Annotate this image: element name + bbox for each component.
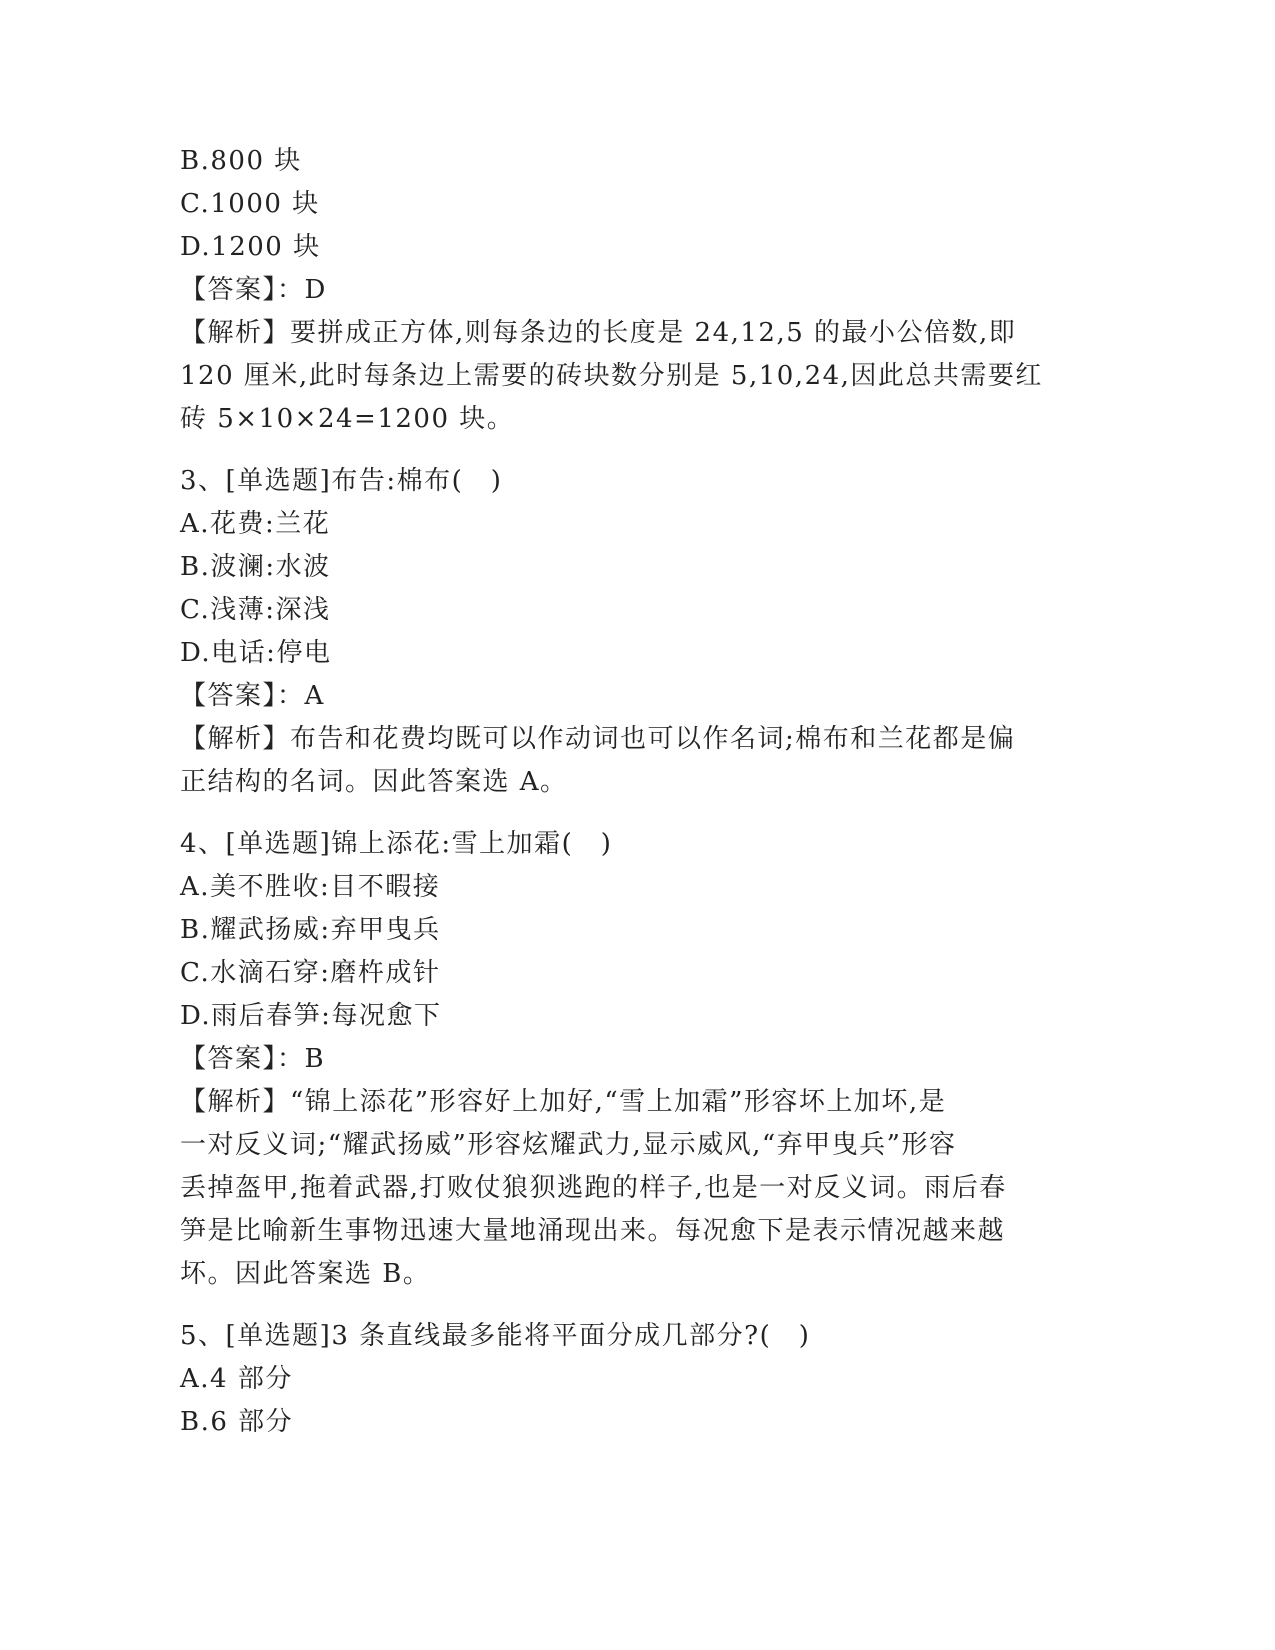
option-c: C.水滴石穿:磨杵成针 [180,958,441,988]
option-b: B.6 部分 [180,1407,294,1437]
analysis-line: 坏。因此答案选 B。 [180,1259,431,1289]
option-d: D.电话:停电 [180,638,332,668]
document-page [180,140,1080,1444]
option-b: B.波澜:水波 [180,552,331,582]
question-2-tail [180,140,1080,441]
answer: 【答案】：D [180,275,327,305]
option-c: C.浅薄:深浅 [180,595,331,625]
question-stem: 3、[单选题]布告:棉布( ) [180,466,503,496]
analysis-line: 丢掉盔甲,拖着武器,打败仗狼狈逃跑的样子,也是一对反义词。雨后春 [180,1173,1007,1203]
analysis-line: 【解析】要拼成正方体,则每条边的长度是 24,12,5 的最小公倍数,即 [180,318,1017,348]
analysis [180,718,1080,804]
answer: 【答案】：A [180,681,325,711]
option-a: A.美不胜收:目不暇接 [180,872,441,902]
analysis [180,1081,1080,1296]
question-stem: 4、[单选题]锦上添花:雪上加霜( ) [180,829,613,859]
question-stem: 5、[单选题]3 条直线最多能将平面分成几部分?( ) [180,1321,811,1351]
answer: 【答案】：B [180,1044,326,1074]
question-5 [180,1315,1080,1444]
question-4 [180,823,1080,1296]
option-d: D.雨后春笋:每况愈下 [180,1001,442,1031]
analysis-line: 一对反义词;“耀武扬威”形容炫耀武力,显示威风,“弃甲曳兵”形容 [180,1130,957,1160]
option-b: B.耀武扬威:弃甲曳兵 [180,915,441,945]
option-a: A.4 部分 [180,1364,293,1394]
analysis-line: 正结构的名词。因此答案选 A。 [180,767,568,797]
option-a: A.花费:兰花 [180,509,331,539]
analysis-line: 【解析】“锦上添花”形容好上加好,“雪上加霜”形容坏上加坏,是 [180,1087,947,1117]
analysis [180,312,1080,441]
option-d: D.1200 块 [180,232,321,262]
question-3 [180,460,1080,804]
analysis-line: 笋是比喻新生事物迅速大量地涌现出来。每况愈下是表示情况越来越 [180,1216,1006,1246]
analysis-line: 【解析】布告和花费均既可以作动词也可以作名词;棉布和兰花都是偏 [180,724,1016,754]
option-c: C.1000 块 [180,189,320,219]
option-b: B.800 块 [180,146,302,176]
analysis-line: 砖 5×10×24=1200 块。 [180,404,515,434]
analysis-line: 120 厘米,此时每条边上需要的砖块数分别是 5,10,24,因此总共需要红 [180,361,1043,391]
